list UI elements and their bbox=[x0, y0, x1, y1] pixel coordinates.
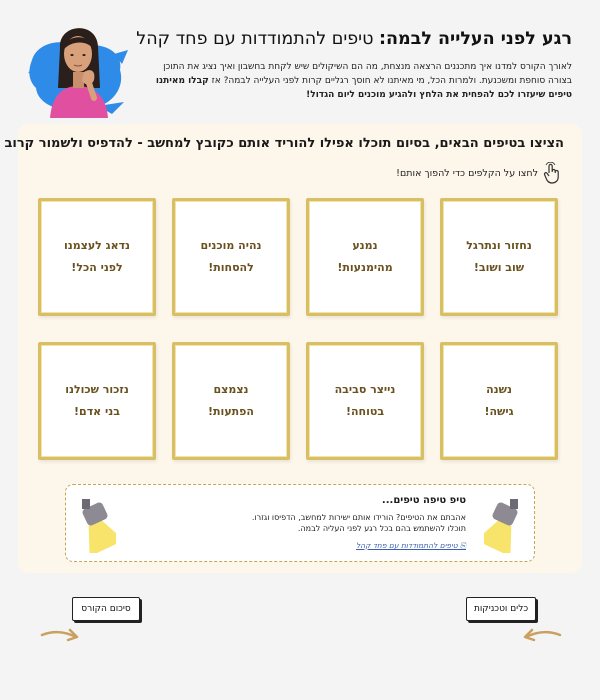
tip-box-line2: תוכלו להשתמש בהם בכל רגע לפני העליה לבמה. bbox=[297, 524, 466, 533]
next-page-label[interactable]: כלים וטכניקות bbox=[473, 604, 529, 614]
tip-card-line1: נזכור שכולנו bbox=[65, 383, 129, 396]
flip-hint bbox=[396, 162, 562, 184]
tip-card-line2: בני אדם! bbox=[74, 405, 120, 418]
tip-cards-grid bbox=[38, 198, 562, 460]
intro-paragraph bbox=[142, 60, 572, 102]
prev-page-label[interactable]: סיכום הקורס bbox=[81, 604, 131, 614]
tip-card-line1: נמנע bbox=[352, 239, 378, 252]
pointer-hand-icon bbox=[542, 162, 562, 184]
tip-card-text bbox=[188, 379, 274, 423]
tip-card-line2: מהימנעות! bbox=[337, 261, 393, 274]
tip-card-line1: נדאג לעצמנו bbox=[63, 239, 131, 252]
presenter-avatar bbox=[28, 10, 128, 118]
tip-box-body bbox=[166, 512, 466, 534]
download-tips-link-text[interactable]: טיפים להתמודדות עם פחד קהל bbox=[355, 541, 458, 550]
panel-heading: הציצו בטיפים הבאים, בסיום תוכלו אפילו להוריד אותם כקובץ למחשב - להדפיס ולשמור קרוב bbox=[4, 136, 564, 151]
intro-text: לאורך הקורס למדנו איך מתכננים הרצאה מנצחת, מה הם השיקולים שיש לקחת בחשבון ואיך נציג את התוכן בצורה סוחפת ומשכנעת. ולמרות הכל, מי מאיתנו לא חוסך רגליים קרות לפני העלייה לבמה? אז bbox=[163, 62, 572, 86]
download-tips-link[interactable]: ⎘ טיפים להתמודדות עם פחד קהל bbox=[355, 541, 466, 550]
intro-text-bold: קבלו מאיתנו טיפים שיעזרו לכם להפחית את הלחץ ולהגיע מוכנים ליום הגדול! bbox=[155, 76, 572, 100]
tip-card[interactable] bbox=[306, 342, 424, 460]
arrow-left-icon[interactable] bbox=[522, 627, 562, 643]
flip-hint-text: לחצו על הקלפים כדי להפוך אותם! bbox=[396, 167, 538, 179]
tip-card-line1: נייצר סביבה bbox=[334, 383, 396, 396]
tip-card-line2: לפני הכל! bbox=[71, 261, 123, 274]
spotlight-icon bbox=[484, 497, 526, 553]
tip-card[interactable] bbox=[306, 198, 424, 316]
tip-card-line2: בטוחה! bbox=[345, 405, 385, 418]
download-tip-box bbox=[65, 484, 535, 562]
prev-page-button[interactable] bbox=[72, 597, 140, 621]
tips-panel bbox=[4, 124, 582, 573]
tip-card-text bbox=[446, 235, 552, 279]
tip-card[interactable] bbox=[38, 342, 156, 460]
tip-card[interactable] bbox=[440, 342, 558, 460]
tip-box-line1: אהבתם את הטיפים? הורידו אותם ישירות למחשב, הדפיסו וגזרו. bbox=[251, 513, 466, 522]
tip-card-text bbox=[44, 235, 150, 279]
tip-card-text bbox=[181, 235, 282, 279]
tip-card[interactable] bbox=[172, 342, 290, 460]
presenter-illustration bbox=[28, 10, 128, 118]
tip-card-line2: גישה! bbox=[484, 405, 514, 418]
tip-card-line1: נחזור ונתרגל bbox=[466, 239, 532, 252]
tip-card-text bbox=[315, 379, 416, 423]
tip-card-text bbox=[45, 379, 149, 423]
tip-card[interactable] bbox=[440, 198, 558, 316]
tip-card-line2: הפתעות! bbox=[208, 405, 254, 418]
tip-card-text bbox=[464, 379, 533, 423]
tip-card-line2: להסחות! bbox=[208, 261, 254, 274]
tip-card-line2: שוב ושוב! bbox=[473, 261, 525, 274]
page-header bbox=[22, 8, 578, 118]
next-page-button[interactable] bbox=[466, 597, 536, 621]
spotlight-icon bbox=[74, 497, 116, 553]
arrow-right-icon[interactable] bbox=[40, 627, 80, 643]
tip-card-line1: נהיה מוכנים bbox=[200, 239, 262, 252]
tip-card-text bbox=[317, 235, 412, 279]
tip-card[interactable] bbox=[38, 198, 156, 316]
page-title-bold: רגע לפני העלייה לבמה: bbox=[378, 29, 572, 49]
page-title-rest: טיפים להתמודדות עם פחד קהל bbox=[136, 29, 379, 49]
page-title bbox=[136, 28, 572, 50]
tip-card[interactable] bbox=[172, 198, 290, 316]
tip-card-line1: נשנה bbox=[486, 383, 512, 396]
tip-box-title: טיפ טיפה טיפים... bbox=[381, 495, 466, 506]
tip-card-line1: נצמצם bbox=[213, 383, 249, 396]
